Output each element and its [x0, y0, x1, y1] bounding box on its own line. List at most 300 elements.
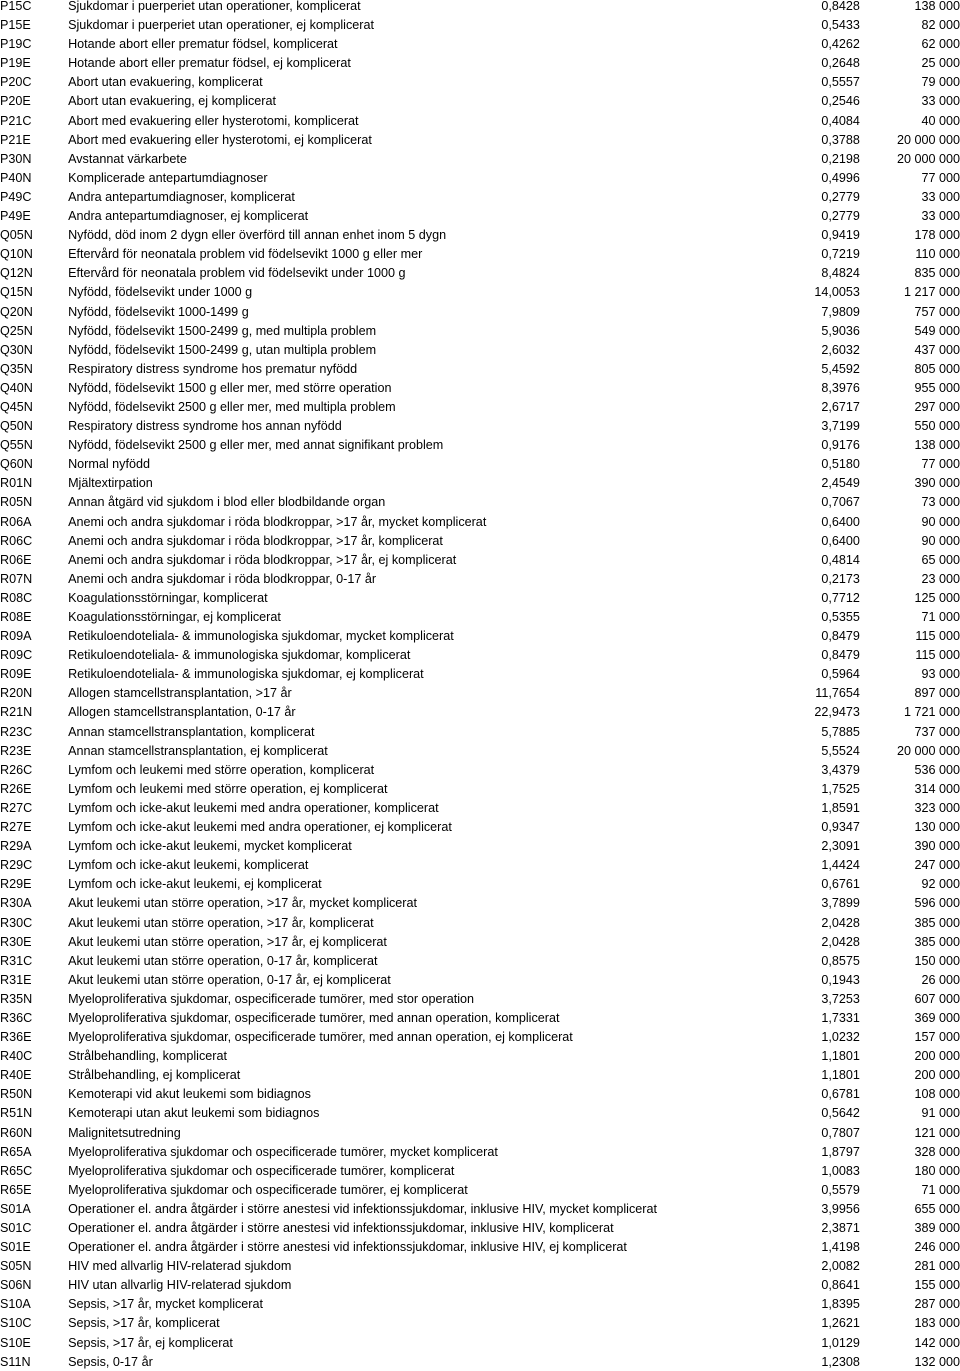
- drg-code: R23E: [0, 743, 32, 758]
- table-row: [0, 188, 960, 207]
- drg-price: 77 000: [921, 457, 960, 472]
- table-row: [0, 0, 960, 16]
- drg-weight: 3,4379: [821, 762, 860, 777]
- drg-weight: 0,7712: [821, 590, 860, 605]
- table-row: [0, 971, 960, 990]
- drg-price: 91 000: [921, 1106, 960, 1121]
- drg-code: R07N: [0, 571, 33, 586]
- drg-code: R29E: [0, 877, 32, 892]
- drg-price: 23 000: [921, 571, 960, 586]
- drg-code: P40N: [0, 170, 32, 185]
- table-row: [0, 513, 960, 532]
- drg-price: 138 000: [914, 0, 960, 13]
- drg-code: R36E: [0, 1030, 32, 1045]
- drg-weight: 0,5964: [821, 667, 860, 682]
- drg-weight: 2,0428: [821, 915, 860, 930]
- drg-price: 549 000: [914, 323, 960, 338]
- drg-description: Strålbehandling, ej komplicerat: [68, 1068, 241, 1083]
- drg-code: Q25N: [0, 323, 33, 338]
- drg-weight: 1,8395: [821, 1297, 860, 1312]
- drg-weight: 0,7067: [821, 495, 860, 510]
- drg-price: 369 000: [914, 1010, 960, 1025]
- table-row: [0, 532, 960, 551]
- drg-price: 385 000: [914, 934, 960, 949]
- table-row: [0, 493, 960, 512]
- drg-description: Abort med evakuering eller hysterotomi, komplicerat: [68, 113, 359, 128]
- drg-code: R65E: [0, 1182, 32, 1197]
- drg-price: 247 000: [914, 858, 960, 873]
- table-row: [0, 1104, 960, 1123]
- drg-price: 132 000: [914, 1354, 960, 1369]
- drg-price: 92 000: [921, 877, 960, 892]
- drg-weight: 1,0129: [821, 1335, 860, 1350]
- drg-description: Kemoterapi utan akut leukemi som bidiagnos: [68, 1106, 320, 1121]
- drg-weight: 0,5579: [821, 1182, 860, 1197]
- drg-code: Q45N: [0, 399, 33, 414]
- drg-code: Q30N: [0, 342, 33, 357]
- drg-weight: 5,5524: [821, 743, 860, 758]
- table-row: [0, 646, 960, 665]
- table-row: [0, 1257, 960, 1276]
- table-row: [0, 856, 960, 875]
- table-row: [0, 1200, 960, 1219]
- table-row: [0, 92, 960, 111]
- drg-code: S10A: [0, 1297, 31, 1312]
- drg-weight: 1,0083: [821, 1163, 860, 1178]
- table-row: [0, 379, 960, 398]
- drg-code: R09C: [0, 648, 33, 663]
- drg-price: 142 000: [914, 1335, 960, 1350]
- drg-weight: 0,8479: [821, 629, 860, 644]
- drg-code: P21E: [0, 132, 31, 147]
- drg-price: 390 000: [914, 839, 960, 854]
- table-row: [0, 35, 960, 54]
- table-row: [0, 54, 960, 73]
- drg-price: 82 000: [921, 18, 960, 33]
- drg-code: R06A: [0, 514, 32, 529]
- drg-description: Myeloproliferativa sjukdomar, ospecificerade tumörer, med annan operation, komplicerat: [68, 1010, 560, 1025]
- drg-price: 757 000: [914, 304, 960, 319]
- drg-code: R27C: [0, 800, 33, 815]
- drg-weight: 1,7331: [821, 1010, 860, 1025]
- drg-description: Normal nyfödd: [68, 457, 150, 472]
- drg-code: R31E: [0, 972, 32, 987]
- drg-code: S01C: [0, 1221, 32, 1235]
- drg-weight: 0,2546: [821, 94, 860, 109]
- drg-weight: 0,8428: [821, 0, 860, 13]
- table-row: [0, 436, 960, 455]
- drg-description: Hotande abort eller prematur födsel, komplicerat: [68, 37, 338, 52]
- table-row: [0, 474, 960, 493]
- drg-code: Q15N: [0, 285, 33, 300]
- drg-description: Koagulationsstörningar, ej komplicerat: [68, 610, 281, 624]
- drg-description: Nyfödd, födelsevikt 2500 g eller mer, med annat signifikant problem: [68, 438, 444, 453]
- drg-price: 20 000 000: [896, 151, 960, 166]
- table-row: [0, 398, 960, 417]
- drg-description: Andra antepartumdiagnoser, komplicerat: [68, 189, 295, 204]
- drg-code: Q35N: [0, 361, 33, 376]
- drg-description: Akut leukemi utan större operation, >17 år, mycket komplicerat: [68, 896, 418, 911]
- drg-price: 77 000: [921, 170, 960, 185]
- drg-weight: 0,5642: [821, 1106, 860, 1121]
- drg-weight: 0,9419: [821, 228, 860, 243]
- table-row: [0, 283, 960, 302]
- drg-price: 90 000: [921, 533, 960, 548]
- drg-description: Myeloproliferativa sjukdomar och ospecificerade tumörer, mycket komplicerat: [68, 1144, 498, 1159]
- drg-weight: 8,4824: [821, 266, 860, 281]
- table-row: [0, 1143, 960, 1162]
- drg-description: Retikuloendoteliala- & immunologiska sjukdomar, ej komplicerat: [68, 667, 424, 682]
- drg-weight: 5,9036: [821, 323, 860, 338]
- table-row: [0, 264, 960, 283]
- table-row: [0, 1314, 960, 1333]
- drg-weight: 0,1943: [821, 972, 860, 987]
- drg-description: Annan stamcellstransplantation, ej komplicerat: [68, 743, 328, 758]
- table-row: [0, 875, 960, 894]
- table-row: [0, 360, 960, 379]
- drg-code: P20C: [0, 75, 32, 90]
- drg-weight: 1,1801: [821, 1068, 860, 1083]
- drg-description: Annan åtgärd vid sjukdom i blod eller blodbildande organ: [68, 495, 386, 510]
- drg-price: 65 000: [921, 552, 960, 567]
- drg-weight: 22,9473: [814, 705, 860, 720]
- drg-weight: 0,2779: [821, 209, 860, 224]
- drg-description: Sepsis, 0-17 år: [68, 1354, 153, 1369]
- drg-description: Annan stamcellstransplantation, komplicerat: [68, 724, 315, 739]
- drg-description: Nyfödd, födelsevikt under 1000 g: [68, 285, 253, 300]
- table-row: [0, 16, 960, 35]
- drg-price: 26 000: [921, 972, 960, 987]
- drg-weight: 0,8575: [821, 953, 860, 968]
- drg-weight: 3,7899: [821, 896, 860, 911]
- drg-weight: 0,5557: [821, 75, 860, 90]
- drg-code: R30A: [0, 896, 32, 911]
- drg-code: R40E: [0, 1068, 32, 1083]
- table-row: [0, 627, 960, 646]
- drg-code: P19E: [0, 56, 31, 71]
- drg-price: 130 000: [914, 820, 960, 835]
- table-row: [0, 780, 960, 799]
- drg-code: R23C: [0, 724, 33, 739]
- drg-weight: 3,9956: [821, 1201, 860, 1216]
- drg-description: Sjukdomar i puerperiet utan operationer, komplicerat: [68, 0, 361, 13]
- drg-price: 835 000: [914, 266, 960, 281]
- drg-code: R36C: [0, 1010, 33, 1025]
- table-row: [0, 1066, 960, 1085]
- drg-weight: 1,2308: [821, 1354, 860, 1369]
- table-row: [0, 245, 960, 264]
- drg-description: Hotande abort eller prematur födsel, ej komplicerat: [68, 56, 351, 71]
- drg-description: Operationer el. andra åtgärder i större anestesi vid infektionssjukdomar, inklusive HIV, mycket komplicerat: [68, 1201, 657, 1216]
- drg-price: 246 000: [914, 1240, 960, 1255]
- table-row: [0, 322, 960, 341]
- table-row: [0, 1124, 960, 1143]
- table-row: [0, 665, 960, 684]
- table-row: [0, 990, 960, 1009]
- drg-code: R08C: [0, 590, 33, 605]
- drg-code: R30E: [0, 934, 32, 949]
- drg-price: 297 000: [914, 399, 960, 414]
- drg-weight: 1,7525: [821, 781, 860, 796]
- drg-code: S11N: [0, 1354, 31, 1369]
- drg-code: R40C: [0, 1049, 33, 1064]
- drg-code: R01N: [0, 476, 33, 491]
- drg-weight: 8,3976: [821, 380, 860, 395]
- drg-price: 62 000: [921, 37, 960, 52]
- drg-code: P19C: [0, 37, 32, 52]
- drg-code: R26E: [0, 781, 32, 796]
- drg-code: R26C: [0, 762, 33, 777]
- drg-price: 115 000: [915, 629, 960, 644]
- drg-code: R06E: [0, 552, 32, 567]
- drg-weight: 1,2621: [821, 1316, 860, 1331]
- drg-weight: 3,7253: [821, 991, 860, 1006]
- drg-code: R65C: [0, 1163, 33, 1178]
- drg-code: R29C: [0, 858, 33, 873]
- table-row: [0, 589, 960, 608]
- table-row: [0, 1028, 960, 1047]
- table-row: [0, 1181, 960, 1200]
- drg-weight: 0,9176: [821, 438, 860, 453]
- drg-price: 200 000: [914, 1049, 960, 1064]
- drg-code: R35N: [0, 991, 33, 1006]
- drg-weight: 1,8591: [821, 800, 860, 815]
- table-row: [0, 1009, 960, 1028]
- drg-description: Kemoterapi vid akut leukemi som bidiagnos: [68, 1087, 311, 1102]
- drg-weight: 2,4549: [821, 476, 860, 491]
- table-row: [0, 417, 960, 436]
- drg-code: Q10N: [0, 247, 33, 262]
- drg-code: S01A: [0, 1201, 31, 1216]
- drg-description: Strålbehandling, komplicerat: [68, 1049, 227, 1064]
- table-row: [0, 1047, 960, 1066]
- drg-code: P49C: [0, 189, 32, 204]
- drg-description: Lymfom och leukemi med större operation, komplicerat: [68, 762, 375, 777]
- table-row: [0, 551, 960, 570]
- drg-code: P21C: [0, 113, 32, 128]
- drg-description: Nyfödd, död inom 2 dygn eller överförd till annan enhet inom 5 dygn: [68, 228, 447, 243]
- drg-weight: 0,2198: [821, 151, 860, 166]
- drg-weight: 0,5433: [821, 18, 860, 33]
- drg-price: 596 000: [914, 896, 960, 911]
- table-row: [0, 1334, 960, 1353]
- drg-code: P15E: [0, 18, 31, 33]
- drg-code: Q40N: [0, 380, 33, 395]
- drg-weight: 7,9809: [821, 304, 860, 319]
- drg-description: Nyfödd, födelsevikt 2500 g eller mer, med multipla problem: [68, 399, 396, 414]
- drg-code: R65A: [0, 1144, 32, 1159]
- drg-price: 390 000: [914, 476, 960, 491]
- drg-description: Nyfödd, födelsevikt 1500 g eller mer, med större operation: [68, 380, 392, 395]
- drg-weight: 11,7654: [815, 686, 860, 701]
- drg-price: 73 000: [921, 495, 960, 510]
- table-row: [0, 73, 960, 92]
- drg-code: Q55N: [0, 438, 33, 453]
- drg-weight: 5,7885: [821, 724, 860, 739]
- drg-code: R20N: [0, 686, 33, 701]
- drg-description: Sjukdomar i puerperiet utan operationer, ej komplicerat: [68, 18, 374, 33]
- drg-weight: 0,6400: [821, 514, 860, 529]
- drg-description: Operationer el. andra åtgärder i större anestesi vid infektionssjukdomar, inklusive HIV, komplicerat: [68, 1221, 614, 1235]
- drg-price: 125 000: [914, 590, 960, 605]
- drg-description: Sepsis, >17 år, mycket komplicerat: [68, 1297, 263, 1312]
- drg-code: Q20N: [0, 304, 33, 319]
- drg-weight: 0,4262: [821, 37, 860, 52]
- drg-code: P20E: [0, 94, 31, 109]
- drg-weight: 0,4814: [821, 552, 860, 567]
- drg-price: 155 000: [914, 1278, 960, 1293]
- drg-weight: 2,3871: [821, 1221, 860, 1235]
- drg-weight: 0,3788: [821, 132, 860, 147]
- drg-price: 550 000: [914, 419, 960, 434]
- drg-price: 33 000: [921, 189, 960, 204]
- table-row: [0, 150, 960, 169]
- drg-price: 157 000: [914, 1030, 960, 1045]
- drg-weight: 2,3091: [821, 839, 860, 854]
- drg-weight: 2,0082: [821, 1259, 860, 1274]
- drg-weight: 2,6717: [821, 399, 860, 414]
- table-row: [0, 226, 960, 245]
- table-row: [0, 207, 960, 226]
- drg-price: 33 000: [921, 94, 960, 109]
- table-row: [0, 799, 960, 818]
- drg-weight: 2,6032: [821, 342, 860, 357]
- drg-description: Allogen stamcellstransplantation, >17 år: [68, 686, 292, 701]
- drg-price: 20 000 000: [896, 132, 960, 147]
- table-row: [0, 723, 960, 742]
- drg-code: R21N: [0, 705, 33, 720]
- drg-weight: 1,1801: [821, 1049, 860, 1064]
- drg-code: R09A: [0, 629, 32, 644]
- drg-description: Anemi och andra sjukdomar i röda blodkroppar, >17 år, ej komplicerat: [68, 552, 457, 567]
- drg-description: Operationer el. andra åtgärder i större anestesi vid infektionssjukdomar, inklusive HIV, ej komplicerat: [68, 1240, 627, 1255]
- drg-price: 897 000: [914, 686, 960, 701]
- drg-price: 314 000: [914, 781, 960, 796]
- drg-price: 281 000: [914, 1259, 960, 1274]
- drg-description: Lymfom och icke-akut leukemi, mycket komplicerat: [68, 839, 352, 854]
- drg-weight: 0,2173: [821, 571, 860, 586]
- drg-weight: 14,0053: [814, 285, 860, 300]
- drg-description: Komplicerade antepartumdiagnoser: [68, 170, 268, 185]
- table-row: [0, 761, 960, 780]
- table-row: [0, 1162, 960, 1181]
- drg-code: R05N: [0, 495, 33, 510]
- drg-description: Akut leukemi utan större operation, 0-17 år, komplicerat: [68, 953, 378, 968]
- drg-price: 385 000: [914, 915, 960, 930]
- drg-price: 25 000: [921, 56, 960, 71]
- drg-price: 655 000: [914, 1201, 960, 1216]
- drg-description: Lymfom och icke-akut leukemi med andra operationer, komplicerat: [68, 800, 439, 815]
- drg-description: Lymfom och icke-akut leukemi, ej komplicerat: [68, 877, 322, 892]
- table-row: [0, 455, 960, 474]
- table-row: [0, 742, 960, 761]
- drg-description: Eftervård för neonatala problem vid födelsevikt 1000 g eller mer: [68, 247, 423, 262]
- drg-price: 183 000: [914, 1316, 960, 1331]
- drg-price: 150 000: [914, 953, 960, 968]
- drg-weight: 0,2648: [821, 56, 860, 71]
- table-row: [0, 1353, 960, 1371]
- drg-code: R60N: [0, 1125, 33, 1140]
- table-row: [0, 112, 960, 131]
- table-row: [0, 1085, 960, 1104]
- table-row: [0, 1276, 960, 1295]
- drg-weight: 0,7807: [821, 1125, 860, 1140]
- drg-description: Respiratory distress syndrome hos prematur nyfödd: [68, 361, 358, 376]
- drg-weight: 0,2779: [821, 189, 860, 204]
- drg-price: 121 000: [914, 1125, 960, 1140]
- drg-code: S05N: [0, 1259, 32, 1274]
- drg-code: R30C: [0, 915, 33, 930]
- drg-price: 200 000: [914, 1068, 960, 1083]
- drg-weight: 0,8479: [821, 648, 860, 663]
- drg-price: 323 000: [914, 800, 960, 815]
- drg-description: Akut leukemi utan större operation, >17 år, komplicerat: [68, 915, 374, 930]
- drg-code: S10E: [0, 1335, 31, 1350]
- drg-description: Abort utan evakuering, komplicerat: [68, 75, 263, 90]
- drg-description: Mjältextirpation: [68, 476, 153, 491]
- drg-price: 138 000: [914, 438, 960, 453]
- drg-description: Anemi och andra sjukdomar i röda blodkroppar, >17 år, mycket komplicerat: [68, 514, 487, 529]
- drg-price: 33 000: [921, 209, 960, 224]
- table-row: [0, 894, 960, 913]
- drg-code: R50N: [0, 1087, 33, 1102]
- drg-code: R06C: [0, 533, 33, 548]
- drg-code: R51N: [0, 1106, 33, 1121]
- drg-price: 328 000: [914, 1144, 960, 1159]
- drg-weight: 1,4424: [821, 858, 860, 873]
- drg-price: 115 000: [915, 648, 960, 663]
- drg-price: 180 000: [914, 1163, 960, 1178]
- drg-description: Lymfom och icke-akut leukemi, komplicerat: [68, 858, 309, 873]
- drg-code: R29A: [0, 839, 32, 854]
- drg-code: S06N: [0, 1278, 32, 1293]
- drg-description: Retikuloendoteliala- & immunologiska sjukdomar, mycket komplicerat: [68, 629, 454, 644]
- drg-weight: 3,7199: [821, 419, 860, 434]
- drg-description: Abort med evakuering eller hysterotomi, ej komplicerat: [68, 132, 372, 147]
- drg-weight: 0,8641: [821, 1278, 860, 1293]
- drg-description: Andra antepartumdiagnoser, ej komplicerat: [68, 209, 309, 224]
- drg-description: Eftervård för neonatala problem vid födelsevikt under 1000 g: [68, 266, 406, 281]
- table-row: [0, 570, 960, 589]
- drg-price: 40 000: [921, 113, 960, 128]
- table-row: [0, 684, 960, 703]
- drg-price: 389 000: [914, 1221, 960, 1235]
- drg-description: Lymfom och icke-akut leukemi med andra operationer, ej komplicerat: [68, 820, 452, 835]
- drg-weight: 5,4592: [821, 361, 860, 376]
- drg-code: R09E: [0, 667, 32, 682]
- drg-description: Koagulationsstörningar, komplicerat: [68, 590, 268, 605]
- table-row: [0, 703, 960, 722]
- drg-description: Lymfom och leukemi med större operation, ej komplicerat: [68, 781, 388, 796]
- drg-code: Q05N: [0, 228, 33, 243]
- drg-price: 1 217 000: [903, 285, 960, 300]
- drg-description: Akut leukemi utan större operation, 0-17 år, ej komplicerat: [68, 972, 391, 987]
- table-row: [0, 933, 960, 952]
- table-row: [0, 169, 960, 188]
- drg-code: R31C: [0, 953, 33, 968]
- drg-weight: 0,9347: [821, 820, 860, 835]
- table-row: [0, 303, 960, 322]
- drg-description: Myeloproliferativa sjukdomar och ospecificerade tumörer, komplicerat: [68, 1163, 455, 1178]
- drg-description: Anemi och andra sjukdomar i röda blodkroppar, >17 år, komplicerat: [68, 533, 443, 548]
- table-row: [0, 1238, 960, 1257]
- drg-price: 110 000: [915, 247, 960, 262]
- drg-weight: 0,7219: [821, 247, 860, 262]
- drg-price: 71 000: [921, 610, 960, 624]
- drg-price: 108 000: [914, 1087, 960, 1102]
- drg-weight: 1,4198: [821, 1240, 860, 1255]
- table-row: [0, 818, 960, 837]
